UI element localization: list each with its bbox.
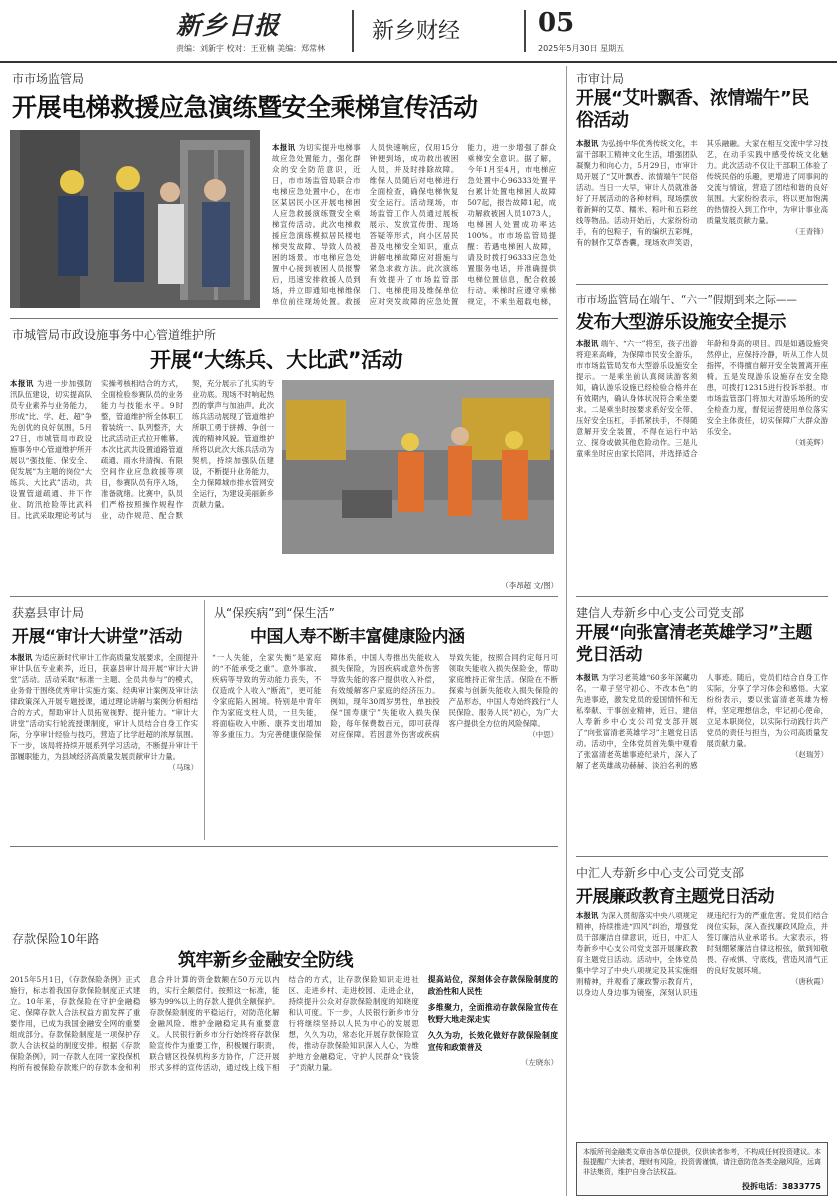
a2-lead: 本报讯 <box>10 379 34 388</box>
page-section-name: 新乡财经 <box>372 19 461 44</box>
a6-bottom-rule <box>10 846 558 847</box>
a4-byline: （刘美辉） <box>791 438 828 447</box>
a2-photo-drill <box>282 380 554 554</box>
a1-body <box>272 142 556 310</box>
a8-kicker: 存款保险10年路 <box>12 932 100 946</box>
masthead-bottom-rule <box>0 61 837 63</box>
a6-byline: （中思） <box>528 730 558 739</box>
a7-byline: （赵瑞芳） <box>791 750 828 759</box>
editor-credits: 责编：刘新宇 校对：王亚楠 美编：郑常林 <box>176 44 326 53</box>
a7-title: 开展“向张富清老英雄学习”主题党日活动 <box>576 623 812 665</box>
a5-body <box>10 652 198 840</box>
a2-bottom-rule <box>10 596 558 597</box>
a2-kicker: 市城管局市政设施事务中心管道维护所 <box>12 328 217 342</box>
a1-photo-figure <box>10 130 260 308</box>
masthead-divider-left <box>352 10 354 52</box>
a4-body <box>576 338 828 584</box>
a1-title: 开展电梯救援应急演练暨安全乘梯宣传活动 <box>12 93 478 122</box>
a8-subheading-3: 久久为功，长效化做好存款保险制度宣传和政策普及 <box>427 1031 558 1052</box>
a5-kicker: 获嘉县审计局 <box>12 606 85 620</box>
a2-body-left <box>10 378 274 594</box>
a5-title: 开展“审计大讲堂”活动 <box>12 627 182 647</box>
masthead-divider-right <box>524 10 526 52</box>
a1-kicker: 市市场监管局 <box>12 72 85 86</box>
a8-body <box>10 974 558 1192</box>
a5-byline: （马珠） <box>168 763 198 772</box>
notice-box <box>576 1142 828 1196</box>
a9-body <box>576 910 828 1030</box>
a7-kicker: 建信人寿新乡中心支公司党支部 <box>576 606 745 620</box>
a8-body-text: 2015年5月1日，《存款保险条例》正式施行，标志着我国存款保险制度正式建立。10年来，存款保险在守护金融稳定、保障存款人合法权益方面发挥了重要作用，已成为我国金融安全网的重要组成部分。存款保险制度是一项保护存款人合法权益的制度安排。根据《存款保险条例》，同一存款人在同一家投保机构所有被保险存款账户的存款本金和利息合并计算的资金数额在50万元以内的，实行全额偿付。按照这一标准，能够为99%以上的存款人提供全额保护。存款保险制度的平稳运行，对防范化解金融风险、维护金融稳定具有重要意义。人民银行新乡市分行始终将存款保险宣传作为重要工作，积极履行职责，联合辖区投保机构多方协作，广泛开展形式多样的宣传活动，通过线上线下相结合的方式，让存款保险知识走进社区、走进乡村、走进校园、走进企业，持续提升公众对存款保险制度的知晓度和认可度。下一步，人民银行新乡市分行将继续坚持以人民为中心的发展思想，久久为功，常态化开展存款保险宣传，推动存款保险知识深入人心，为维护地方金融稳定、守护人民群众“钱袋子”贡献力量。 <box>10 975 419 1072</box>
a7-body <box>576 672 828 848</box>
a5-body-text: 为适应新时代审计工作高质量发展要求，全面提升审计队伍专业素养，近日，获嘉县审计局开展“审计大讲堂”活动。活动采取“标准一主题、全员共参与”的模式，业务骨干围绕优秀审计实施方案、经典审计案例及审计法律政策深入开展专题授课，通过理论讲解与案例分析相结合的方式，帮助审计人员拓宽视野、提升能力。“审计大讲堂”活动实行轮流授课制度，审计人员结合自身工作实际，分享审计经验与技巧，营造了比学赶超的浓厚氛围。下一步，该局将持续开展系列学习活动，不断提升审计干部履职能力，为县域经济高质量发展贡献审计力量。 <box>10 653 198 761</box>
a4-lead: 本报讯 <box>576 339 599 348</box>
a7-body-text: 为学习老英雄“60多年深藏功名，一辈子坚守初心、不改本色”的先进事迹，激发党员的爱国情怀和无私奉献、干事创业精神，近日，建信人寿新乡中心支公司党支部开展了“向张富清老英雄学习”主题党日活动。活动中，全体党员首先集中观看了张富清老英雄事迹纪录片，深入了解了老英雄战功赫赫、淡泊名利的感人事迹。随后，党员们结合自身工作实际，分享了学习体会和感悟。大家纷纷表示，要以张富清老英雄为榜样，坚定理想信念，牢记初心使命，立足本职岗位，以实际行动践行共产党员的责任与担当，为公司高质量发展贡献力量。 <box>576 673 828 770</box>
a4-kicker: 市市场监管局在端午、“六一”假期到来之际—— <box>576 294 797 306</box>
a4-title: 发布大型游乐设施安全提示 <box>576 312 786 333</box>
newspaper-logo: 新乡日报 <box>176 11 281 40</box>
masthead <box>0 0 837 64</box>
a6-body <box>212 652 558 840</box>
a2-body-text: 为进一步加强防汛队伍建设，切实提高队员专业素养与业务能力，形成“比、学、赶、超”争先创优的良好氛围，5月27日，市城管局市政设施事务中心管道维护所开展以“强技能、保安全、促发展”为主题的岗位“大练兵、大比武”活动，共设置管道疏通、井下作业、防汛抢险等比武科目。比武采取理论考试与实操考核相结合的方式，全面检验参赛队员的业务能力与技能水平。9时整，管道维护所全体职工着装统一、队列整齐，大比武活动正式拉开帷幕。本次比武共设置道路管道疏通、雨水井清掏、有限空间作业应急救援等项目，参赛队员有序入场，准备就绪。比赛中，队员们严格按照操作规程作业，动作规范、配合默契，充分展示了扎实的专业功底。现场不时响起热烈的掌声与加油声。此次练兵活动展现了管道维护所职工勇于拼搏、争创一流的精神风貌。管道维护所将以此次大练兵活动为契机，持续加强队伍建设，不断提升业务能力，全力保障城市排水管网安全运行，为建设美丽新乡贡献力量。 <box>10 379 274 520</box>
a3-kicker: 市审计局 <box>576 72 625 86</box>
a9-byline: （唐秋霞） <box>791 977 828 986</box>
a1-lead: 本报讯 <box>272 143 296 152</box>
a6-body-text: “一人失能，全家失衡”是家庭的“不能承受之重”。意外事故、疾病等导致的劳动能力丧失，不仅造成个人收入“断流”，更可能令家庭陷入困境。特别是中青年作为家庭支柱人员，一旦失能，将面临收入中断、康养支出增加等多重压力。为完善健康保险保障体系，中国人寿推出失能收入损失保险，为因疾病或意外伤害导致失能的客户提供收入补偿，有效缓解客户家庭的经济压力。例如，现年30周岁男性，单独投保“国寿康宁”失能收入损失保险，每年保费数百元，即可获得对应保障。若因意外伤害或疾病导致失能，按照合同约定每月可领取失能收入损失保险金，帮助家庭维持正常生活。保险在不断探索与创新失能收入损失保险的产品形态，中国人寿始终践行“人民保险、服务人民”初心，为广大客户提供全方位的风险保障。 <box>212 653 558 739</box>
a3-byline: （王青锋） <box>791 227 828 236</box>
a7-bottom-rule <box>576 856 828 857</box>
a3-lead: 本报讯 <box>576 139 599 148</box>
a9-title: 开展廉政教育主题党日活动 <box>576 887 774 907</box>
a8-byline: （左晓东） <box>521 1058 558 1067</box>
a8-title: 筑牢新乡金融安全防线 <box>178 950 353 971</box>
a2-byline: （李昂超 文/图） <box>501 581 558 590</box>
a1-bottom-rule <box>10 318 558 319</box>
a3-body <box>576 138 828 276</box>
column-divider <box>566 66 567 1196</box>
a8-subheading-2: 多维聚力，全面推动存款保险宣传在牧野大地走深走实 <box>427 1003 558 1024</box>
notice-text: 本版所刊金融类文章由各单位提供，仅供读者参考，不构成任何投资建议。本报提醒广大读者，理财有风险，投资需谨慎，请注意防范各类金融风险，远离非法集资，维护自身合法权益。 <box>583 1148 821 1176</box>
a3-bottom-rule <box>576 284 828 285</box>
page-number: 05 <box>538 8 575 38</box>
a1-body-text: 为切实提升电梯事故应急处置能力，强化群众的安全防范意识，近日，市市场监管局联合市电梯应急处置中心，在市区某居民小区开展电梯困人应急救援演练暨安全乘梯宣传活动。此次电梯救援应急演练模拟居民楼电梯突发故障、导致人员被困的场景。市电梯应急处置中心接到被困人员报警后，迅速安排救援人员到场，并立即通知电梯维保单位前往现场处置。救援人员快速响应，仅用15分钟便到场，成功救出被困人员，并及时排除故障。维保人员随后对电梯进行全面检查，确保电梯恢复安全运行。活动现场，市场监管工作人员通过展板展示、发放宣传册、现场答疑等形式，向小区居民普及电梯安全知识，重点讲解电梯故障应对措施与紧急求救方法。此次演练有效提升了市场监管部门、电梯使用及维保单位应对突发故障的应急处置能力，进一步增强了群众乘梯安全意识。据了解，今年1月至4月，市电梯应急处置中心96333处置平台累计处置电梯困人故障507起，报告故障1起，成功解救被困人员1073人，电梯困人处置成功率达100%。市市场监管局提醒：若遇电梯困人故障，请及时拨打96333应急处置服务电话，并准确提供电梯位置信息，配合救援行动。乘梯时应遵守乘梯规定，不乘坐超载电梯， <box>272 143 556 306</box>
complaint-hotline: 投拆电话：3833775 <box>742 1182 821 1191</box>
a5-lead: 本报讯 <box>10 653 33 662</box>
a9-lead: 本报讯 <box>576 911 599 920</box>
a9-kicker: 中汇人寿新乡中心支公司党支部 <box>576 866 745 880</box>
a7-lead: 本报讯 <box>576 673 599 682</box>
a3-body-text: 为弘扬中华优秀传统文化，丰富干部职工精神文化生活，增强团队凝聚力和向心力，5月29日，市审计局开展了“艾叶飘香、浓情端午”民俗活动。当日一大早，审计人员就准备好了开展活动的各种材料，现场摆放着新鲜的艾草、糯米、粽叶和五彩丝线等物品。活动开始后，大家纷纷动手，有的包粽子，有的编织五彩绳，有的制作艾草香囊，现场欢声笑语，其乐融融。大家在相互交流中学习技艺，在动手实践中感受传统文化魅力。此次活动不仅让干部职工体验了传统民俗的乐趣，更增进了同事间的交流与情谊，营造了团结和谐的良好氛围。大家纷纷表示，将以更加饱满的热情投入到工作中，为审计事业高质量发展贡献力量。 <box>576 139 828 247</box>
issue-date: 2025年5月30日 星期五 <box>538 44 625 53</box>
a6-kicker: 从“保疾病”到“保生活” <box>214 606 335 620</box>
a2-photo-figure <box>282 380 554 554</box>
a6-title: 中国人寿不断丰富健康险内涵 <box>250 627 465 647</box>
a5-a6-divider <box>204 600 205 840</box>
a1-photo-elevator-rescue <box>10 130 260 308</box>
a9-body-text: 为深入贯彻落实中央八项规定精神，持续推进“四风”纠治，增强党员干部廉洁自律意识，近日，中汇人寿新乡中心支公司党支部开展廉政教育主题党日活动。活动中，全体党员集中学习了中央八项规定及其实施细则精神，并观看了廉政警示教育片，以身边人身边事为镜鉴，深刻认识违规违纪行为的严重危害。党员们结合岗位实际，深入查找廉政风险点，并签订廉洁从业承诺书。大家表示，将时刻绷紧廉洁自律这根弦，做到知敬畏、存戒惧、守底线，营造风清气正的良好发展环境。 <box>576 911 828 997</box>
a4-bottom-rule <box>576 596 828 597</box>
a3-title: 开展“艾叶飘香、浓情端午”民俗活动 <box>576 88 809 131</box>
a8-subheading-1: 提高站位，深刻体会存款保险制度的政治性和人民性 <box>427 975 558 996</box>
a4-body-text: 端午、“六一”将至，孩子出游将迎来高峰，为保障市民安全游乐，市市场监管局发布大型游乐设施安全提示。一是乘坐前认真阅读游客须知，确认游乐设施已经检验合格并在有效期内，确认身体状况符合乘坐要求。二是乘坐时按要求系好安全带、压好安全压杠，手抓紧扶手，不得随意解开安全装置，不得在运行中站立、探身或做其他危险动作。三是儿童乘坐时应由家长陪同，并选择适合年龄和身高的项目。四是如遇设施突然停止，应保持冷静，听从工作人员指挥，不得擅自解开安全装置离开座椅。五是发现游乐设施存在安全隐患，可拨打12315进行投诉举报。市市场监管部门将加大对游乐场所的安全检查力度，督促运营使用单位落实安全主体责任，切实保障广大群众游乐安全。 <box>576 339 828 458</box>
a2-title: 开展“大练兵、大比武”活动 <box>150 348 403 372</box>
